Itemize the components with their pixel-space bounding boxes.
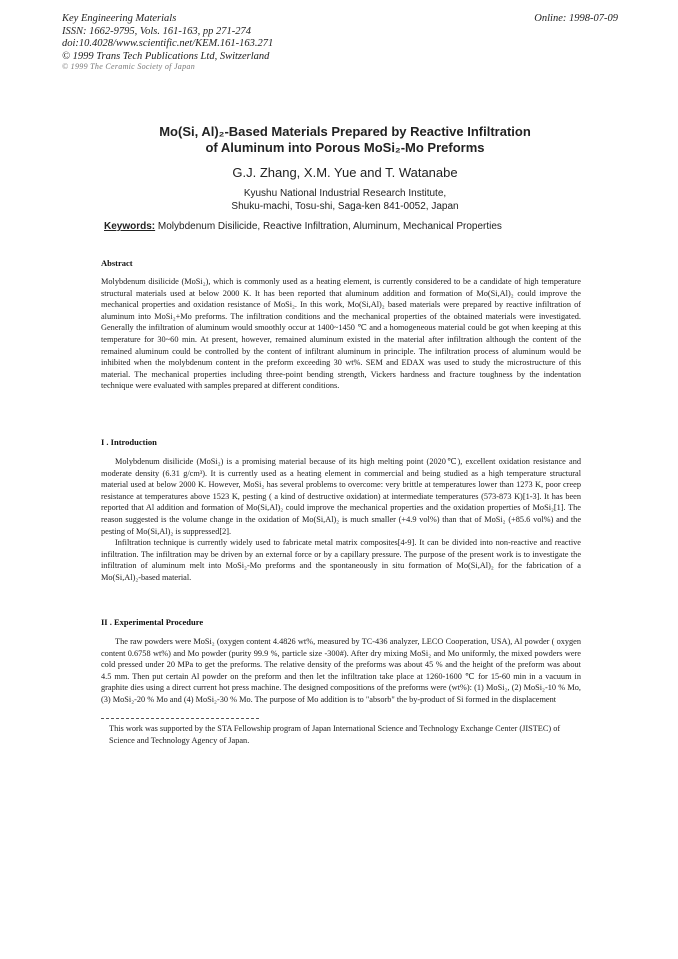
introduction-heading: I . Introduction [101,437,157,447]
copyright-line: © 1999 Trans Tech Publications Ltd, Switzerland [62,50,270,62]
affiliation-line-1: Kyushu National Industrial Research Institute, [243,188,447,199]
abstract-heading: Abstract [101,258,133,268]
authors: G.J. Zhang, X.M. Yue and T. Watanabe [232,165,458,180]
abstract-text: Molybdenum disilicide (MoSi₂), which is commonly used as a heating element, is currently considered to be a candidate of high temperature structural materials used at below 2000 K. It has been reported that aluminum addition and formation of Mo(Si,Al)₂ could improve the mechanical properties and oxidation resistance of MoSi₂. In this work, Mo(Si,Al)₂ based materials were prepared by reactive infiltration of aluminum into MoSi₂+Mo preforms. The infiltration conditions and the mechanical properties of the obtained materials were investigated. Generally the infiltration of aluminum would smoothly occur at 1400~1450 ℃ and a homogeneous material could be got when keeping at this temperature for 30~60 min. At present, however, remained aluminum existed in the material after infiltration although the content of the remained aluminum could be controlled by the content of infiltrant aluminum in principle. The infiltration process of aluminum would be inhibited when the molybdenum content in the preform exceeding 30 wt%. SEM and EDAX was used to study the microstructure of this material. The mechanical properties including three-point bending strength, Vickers hardness and fracture toughness by the indentation technique were evaluated with samples prepared at different conditions. [101,277,581,391]
experimental-body [101,636,581,706]
title-line-2: of Aluminum into Porous MoSi₂-Mo Preforms [205,140,485,155]
faint-society-line: © 1999 The Ceramic Society of Japan [62,62,195,71]
keywords [104,221,502,232]
footnote-divider [101,718,259,719]
introduction-paragraph-2: Infiltration technique is currently widely used to fabricate metal matrix composites[4-9]. It can be divided into non-reactive and reactive infiltration. The infiltration may be driven by an external force or by a capillary pressure. The purpose of the present work is to investigate the infiltration of aluminum melt into MoSi₂-Mo preforms and the spontaneously in situ formation of Mo(Si,Al)₂ for the fabrication of a Mo(Si,Al)₂-based material. [101,538,581,582]
affiliation [60,187,630,213]
issn-line: ISSN: 1662-9795, Vols. 161-163, pp 271-274 [62,25,251,37]
journal-name: Key Engineering Materials [62,13,177,24]
doi-line: doi:10.4028/www.scientific.net/KEM.161-163.271 [62,38,274,50]
paper-title [60,124,630,156]
keywords-label: Keywords: [104,221,156,232]
experimental-paragraph-1: The raw powders were MoSi₂ (oxygen content 4.4826 wt%, measured by TC-436 analyzer, LECO Cooperation, USA), Al powder ( oxygen content 0.6758 wt%) and Mo powder (purity 99.9 %, particle size -300#). After dry mixing MoSi₂ and Mo uniformly, the mixed powders were cold pressed under 20 MPa to get the preforms. The relative density of the preforms was about 45 % and the height of the preform was about 4.5 mm. Then put certain Al powder on the preform and then let the infiltration take place at 1260-1600 ℃ for 15-60 min in a vacuum in graphite dies using a direct current hot press machine. The designed compositions of the preforms were (wt%): (1) MoSi₂, (2) MoSi₂-10 % Mo, (3) MoSi₂-20 % Mo and (4) MoSi₂-30 % Mo. The purpose of Mo addition is to "absorb" the by-product of Si formed in the displacement [101,637,581,704]
abstract-body [101,276,581,392]
keywords-text: Molybdenum Disilicide, Reactive Infiltration, Aluminum, Mechanical Properties [155,221,502,232]
affiliation-line-2: Shuku-machi, Tosu-shi, Saga-ken 841-0052, Japan [231,201,459,212]
introduction-body [101,456,581,584]
introduction-paragraph-1: Molybdenum disilicide (MoSi₂) is a promising material because of its high melting point (2020℃), excellent oxidation resistance and moderate density (6.31 g/cm³). It is currently used as a heating element in commercial and being studied as a high temperature structural material used at below 2000 K. However, MoSi₂ has several problems to overcome: very brittle at temperatures lower than 1273 K, poor creep resistance at temperatures above 1523 K, pesting ( a kind of destructive oxidation) at intermediate temperatures (573-873 K)[1-3]. It has been reported that Al addition and formation of Mo(Si,Al)₂ could improve the mechanical properties and the oxidation properties of MoSi₂[1]. The reason suggested is the volume change in the oxidation of Mo(Si,Al)₂ is much smaller (+4.9 vol%) than that of MoSi₂ (+85.6 vol%) and the pesting of Mo(Si,Al)₂ is suppressed[2]. [101,457,581,536]
title-line-1: Mo(Si, Al)₂-Based Materials Prepared by Reactive Infiltration [159,124,531,139]
journal-header [62,13,273,63]
footnote: This work was supported by the STA Fellowship program of Japan International Science and Technology Exchange Center (JISTEC) of Science and Technology Agency of Japan. [109,724,561,745]
experimental-heading: II . Experimental Procedure [101,617,204,627]
online-date: Online: 1998-07-09 [534,13,618,24]
